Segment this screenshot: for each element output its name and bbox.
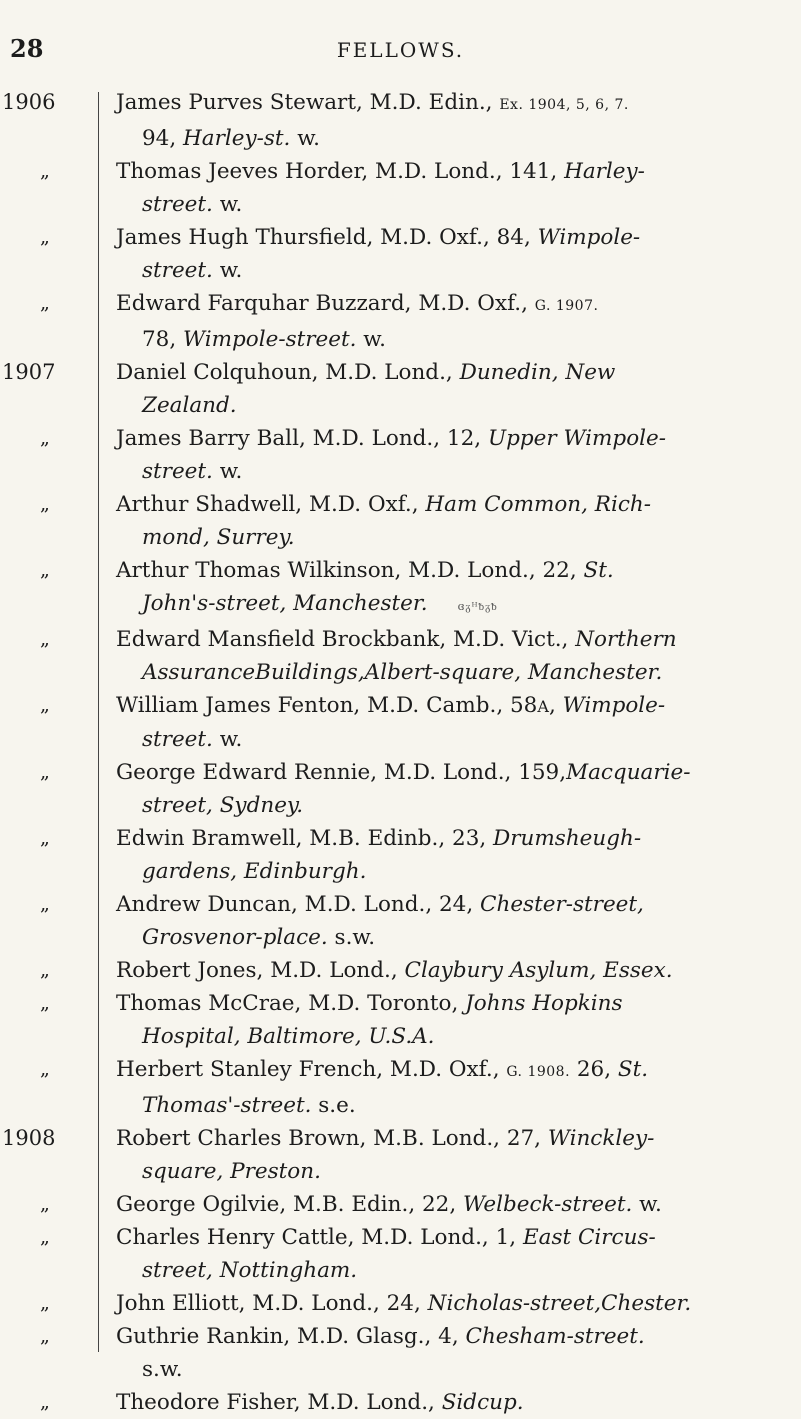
exam-note: Ex. 1904, 5, 6, 7. [499, 97, 629, 113]
address-text: Upper Wimpole- [487, 426, 667, 451]
address-text: Wimpole- [562, 693, 666, 718]
fellow-entry [0, 689, 801, 756]
address-text: Thomas'-street. [142, 1093, 312, 1118]
address-text: Drumsheugh- [493, 826, 642, 851]
entry-line [116, 1188, 801, 1221]
entry-continuation [142, 1254, 801, 1287]
entry-line [116, 221, 801, 254]
library-mark: ɞᵹᵸᵬᵹᵬ [457, 600, 498, 613]
entry-continuation [142, 521, 801, 554]
fellow-entry [0, 554, 801, 623]
entry-text: Arthur Shadwell, M.D. Oxf., [116, 492, 426, 517]
address-text: Ham Common, Rich- [425, 492, 652, 517]
entry-line [116, 554, 801, 587]
entry-line [116, 1053, 801, 1089]
entry-text: , [548, 693, 563, 718]
entry-text: 78, [142, 327, 184, 352]
address-text: street. [142, 258, 213, 283]
fellow-entry [0, 954, 801, 987]
election-year: 1906 [2, 90, 56, 114]
address-text: street, Nottingham. [142, 1258, 358, 1283]
entry-continuation [142, 656, 801, 689]
address-text: Sidcup. [441, 1390, 524, 1415]
year-ditto-mark: „ [40, 1058, 50, 1080]
address-text: street. [142, 459, 213, 484]
year-ditto-mark: „ [40, 992, 50, 1014]
entry-line [116, 1221, 801, 1254]
address-text: Hospital, Baltimore, U.S.A. [142, 1024, 435, 1049]
fellow-entry [0, 287, 801, 356]
year-ditto-mark: „ [40, 1391, 50, 1413]
entry-text: w. [632, 1192, 662, 1217]
address-text: AssuranceBuildings,Albert-square, Manchester. [142, 660, 663, 685]
entry-text: Andrew Duncan, M.D. Lond., 24, [116, 892, 481, 917]
entry-text: 94, [142, 126, 184, 151]
entry-continuation [142, 122, 801, 155]
fellow-entry [0, 822, 801, 888]
fellow-entry [0, 86, 801, 155]
address-text: St. [583, 558, 614, 583]
entry-text: Guthrie Rankin, M.D. Glasg., 4, [116, 1324, 466, 1349]
address-text: Macquarie- [566, 760, 691, 785]
entry-line [116, 287, 801, 323]
entry-text: George Ogilvie, M.B. Edin., 22, [116, 1192, 464, 1217]
year-ditto-mark: „ [40, 1226, 50, 1248]
entry-continuation [142, 789, 801, 822]
entry-text: William James Fenton, M.D. Camb., 58 [116, 693, 538, 718]
year-ditto-mark: „ [40, 694, 50, 716]
entry-text: w. [356, 327, 386, 352]
year-ditto-mark: „ [40, 628, 50, 650]
fellow-entry [0, 1386, 801, 1419]
entry-continuation [142, 587, 801, 623]
entry-continuation [142, 921, 801, 954]
address-text: mond, Surrey. [142, 525, 295, 550]
entry-continuation [142, 1353, 801, 1386]
entry-continuation [142, 723, 801, 756]
exam-note: G. 1908. [506, 1064, 571, 1080]
fellow-entry [0, 488, 801, 554]
entry-line [116, 155, 801, 188]
address-text: Zealand. [142, 393, 237, 418]
address-text: street, Sydney. [142, 793, 304, 818]
fellow-entry [0, 1053, 801, 1122]
address-text: Northern [575, 627, 677, 652]
address-text: Claybury Asylum, Essex. [404, 958, 673, 983]
entry-line [116, 1320, 801, 1353]
address-text: Wimpole-street. [183, 327, 357, 352]
entry-text: James Purves Stewart, M.D. Edin., [116, 90, 500, 115]
entry-text: A [537, 697, 549, 716]
entry-continuation [142, 254, 801, 287]
address-text: Harley-st. [183, 126, 291, 151]
entry-line [116, 356, 801, 389]
entry-continuation [142, 855, 801, 888]
year-ditto-mark: „ [40, 493, 50, 515]
address-text: Dunedin, New [459, 360, 616, 385]
entry-text: Daniel Colquhoun, M.D. Lond., [116, 360, 460, 385]
entry-text: Robert Jones, M.D. Lond., [116, 958, 405, 983]
fellow-entry [0, 422, 801, 488]
entry-continuation [142, 455, 801, 488]
entry-text: Arthur Thomas Wilkinson, M.D. Lond., 22, [116, 558, 584, 583]
address-text: Chester-street, [480, 892, 644, 917]
entry-line [116, 1287, 801, 1320]
fellows-list [0, 86, 801, 1419]
year-ditto-mark: „ [40, 1292, 50, 1314]
fellow-entry [0, 623, 801, 689]
address-text: Johns Hopkins [465, 991, 623, 1016]
election-year: 1907 [2, 360, 56, 384]
entry-line [116, 987, 801, 1020]
entry-line [116, 1386, 801, 1419]
address-text: Grosvenor-place. [142, 925, 328, 950]
entry-line [116, 822, 801, 855]
election-year: 1908 [2, 1126, 56, 1150]
year-ditto-mark: „ [40, 160, 50, 182]
address-text: Chesham-street. [465, 1324, 645, 1349]
year-ditto-mark: „ [40, 559, 50, 581]
entry-text: Theodore Fisher, M.D. Lond., [116, 1390, 442, 1415]
entry-continuation [142, 1155, 801, 1188]
address-text: John's-street, Manchester. [142, 591, 428, 616]
address-text: Nicholas-street,Chester. [427, 1291, 692, 1316]
entry-continuation [142, 1089, 801, 1122]
entry-text: w. [290, 126, 320, 151]
entry-line [116, 86, 801, 122]
entry-text: s.e. [311, 1093, 356, 1118]
year-ditto-mark: „ [40, 1325, 50, 1347]
entry-line [116, 623, 801, 656]
entry-continuation [142, 389, 801, 422]
fellow-entry [0, 888, 801, 954]
year-ditto-mark: „ [40, 959, 50, 981]
entry-text: Thomas Jeeves Horder, M.D. Lond., 141, [116, 159, 565, 184]
address-text: street. [142, 727, 213, 752]
fellow-entry [0, 221, 801, 287]
year-ditto-mark: „ [40, 893, 50, 915]
entry-line [116, 488, 801, 521]
entry-text: w. [212, 727, 243, 752]
entry-continuation [142, 323, 801, 356]
entry-text: James Hugh Thursfield, M.D. Oxf., 84, [116, 225, 538, 250]
fellow-entry [0, 155, 801, 221]
fellow-entry [0, 1320, 801, 1386]
fellow-entry [0, 1287, 801, 1320]
entry-continuation [142, 188, 801, 221]
entry-text: Charles Henry Cattle, M.D. Lond., 1, [116, 1225, 523, 1250]
entry-text: s.w. [327, 925, 376, 950]
entry-text: John Elliott, M.D. Lond., 24, [116, 1291, 428, 1316]
entry-text: George Edward Rennie, M.D. Lond., 159, [116, 760, 567, 785]
entry-text: Herbert Stanley French, M.D. Oxf., [116, 1057, 507, 1082]
address-text: Winckley- [547, 1126, 655, 1151]
address-text: street. [142, 192, 213, 217]
entry-text: Edward Mansfield Brockbank, M.D. Vict., [116, 627, 576, 652]
year-ditto-mark: „ [40, 827, 50, 849]
year-ditto-mark: „ [40, 761, 50, 783]
year-ditto-mark: „ [40, 292, 50, 314]
entry-line [116, 422, 801, 455]
fellow-entry [0, 987, 801, 1053]
entry-line [116, 954, 801, 987]
fellow-entry [0, 356, 801, 422]
entry-line [116, 756, 801, 789]
exam-note: G. 1907. [534, 298, 599, 314]
address-text: Harley- [564, 159, 645, 184]
address-text: Wimpole- [537, 225, 641, 250]
address-text: square, Preston. [142, 1159, 321, 1184]
address-text: Welbeck-street. [463, 1192, 633, 1217]
fellow-entry [0, 1122, 801, 1188]
year-ditto-mark: „ [40, 226, 50, 248]
entry-text: w. [212, 258, 243, 283]
entry-continuation [142, 1020, 801, 1053]
address-text: St. [617, 1057, 649, 1082]
entry-text: 26, [570, 1057, 618, 1082]
entry-text: Edwin Bramwell, M.B. Edinb., 23, [116, 826, 494, 851]
fellow-entry [0, 1221, 801, 1287]
entry-text: Edward Farquhar Buzzard, M.D. Oxf., [116, 291, 535, 316]
entry-text: Robert Charles Brown, M.B. Lond., 27, [116, 1126, 548, 1151]
fellow-entry [0, 1188, 801, 1221]
entry-line [116, 689, 801, 723]
year-ditto-mark: „ [40, 1193, 50, 1215]
entry-text: w. [212, 192, 243, 217]
entry-text: James Barry Ball, M.D. Lond., 12, [116, 426, 488, 451]
page-number: 28 [10, 34, 44, 63]
year-ditto-mark: „ [40, 427, 50, 449]
running-head: FELLOWS. [336, 38, 465, 62]
entry-text: Thomas McCrae, M.D. Toronto, [116, 991, 466, 1016]
page-header [0, 34, 801, 64]
entry-text: s.w. [142, 1357, 183, 1382]
fellow-entry [0, 756, 801, 822]
entry-text: w. [212, 459, 243, 484]
entry-line [116, 1122, 801, 1155]
entry-line [116, 888, 801, 921]
address-text: gardens, Edinburgh. [142, 859, 367, 884]
address-text: East Circus- [522, 1225, 656, 1250]
